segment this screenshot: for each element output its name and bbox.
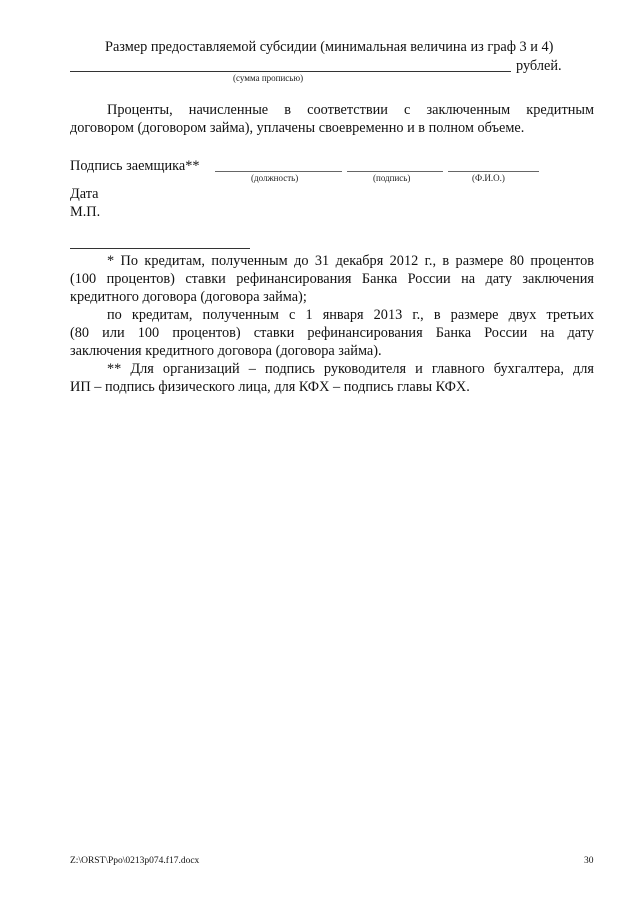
fullname-blank-line [448, 171, 539, 172]
footer-file-path: Z:\ORST\Ppo\0213p074.f17.docx [70, 856, 200, 866]
footnote-line: ИП – подпись физического лица, для КФХ – подпись главы КФХ. [70, 379, 470, 395]
footnote-1 [70, 252, 594, 306]
footnote-line: (80 или 100 процентов) ставки рефинансирования Банка России на дату [70, 325, 594, 341]
footnote-line: ** Для организаций – подпись руководителя и главного бухгалтера, для [107, 361, 594, 377]
currency-label: рублей. [516, 58, 562, 74]
signature-caption: (подпись) [373, 173, 411, 183]
date-label: Дата [70, 186, 99, 202]
page-number: 30 [584, 856, 594, 866]
footnote-3 [70, 360, 594, 396]
interest-statement [70, 101, 594, 137]
footnote-2 [70, 306, 594, 360]
signature-label: Подпись заемщика** [70, 158, 200, 174]
interest-statement-line: Проценты, начисленные в соответствии с заключенным кредитным [107, 102, 594, 118]
footnote-line: по кредитам, полученным с 1 января 2013 г., в размере двух третьих [107, 307, 594, 323]
amount-blank-line [70, 71, 511, 72]
footnote-line: заключения кредитного договора (договора займа). [70, 343, 382, 359]
interest-statement-line: договором (договором займа), уплачены своевременно и в полном объеме. [70, 120, 525, 136]
signature-blank-line [347, 171, 443, 172]
footnote-line: (100 процентов) ставки рефинансирования Банка России на дату заключения [70, 271, 594, 287]
subsidy-label: Размер предоставляемой субсидии (минимальная величина из граф 3 и 4) [105, 39, 554, 55]
position-blank-line [215, 171, 342, 172]
position-caption: (должность) [251, 173, 299, 183]
footnote-separator [70, 248, 250, 249]
seal-label: М.П. [70, 204, 101, 220]
fullname-caption: (Ф.И.О.) [472, 173, 505, 183]
amount-words-caption: (сумма прописью) [233, 73, 304, 83]
footnote-line: * По кредитам, полученным до 31 декабря 2012 г., в размере 80 процентов [107, 253, 594, 269]
footnote-line: кредитного договора (договора займа); [70, 289, 307, 305]
